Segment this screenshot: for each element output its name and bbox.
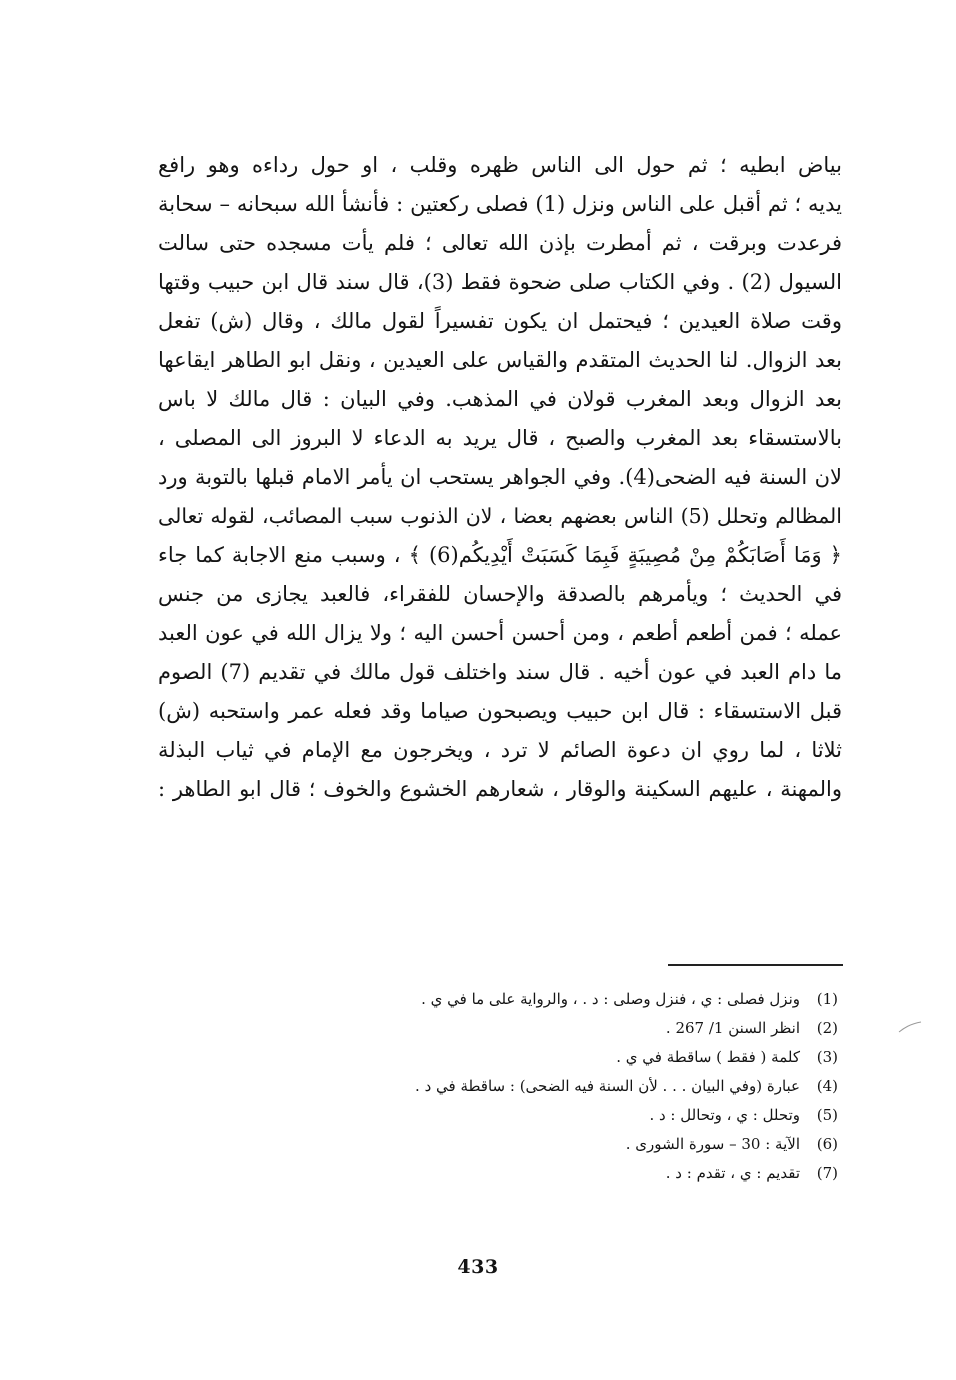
footnote-item xyxy=(278,1043,838,1072)
footnote-item xyxy=(278,985,838,1014)
page-number: 433 xyxy=(457,1256,499,1278)
footnote-number: (6) xyxy=(816,1135,838,1153)
footnote-divider xyxy=(668,964,843,966)
text-line: والمهنة ، عليهم السكينة والوقار ، شعارهم الخشوع والخوف ؛ قال ابو الطاهر : xyxy=(158,777,842,801)
text-line: المظالم وتحلل (5) الناس بعضهم بعضا ، لان الذنوب سبب المصائب، لقوله تعالى xyxy=(158,504,842,528)
footnote-number: (3) xyxy=(816,1048,838,1066)
footnote-text: الآية : 30 – سورة الشورى . xyxy=(625,1135,800,1153)
main-text xyxy=(158,146,842,809)
footnotes xyxy=(278,985,838,1188)
footnote-number: (5) xyxy=(816,1106,838,1124)
text-line: وقت صلاة العيدين ؛ فيحتمل ان يكون تفسيراً لقول مالك ، وقال (ش) تفعل xyxy=(158,309,842,333)
footnote-item xyxy=(278,1072,838,1101)
text-line: لان السنة فيه الضحى(4). وفي الجواهر يستحب ان يأمر الامام قبلها بالتوبة ورد xyxy=(158,465,842,489)
margin-pencil-mark xyxy=(898,1020,922,1034)
footnote-text: عبارة (وفي البيان . . . لأن السنة فيه الضحى) : ساقطة في د . xyxy=(415,1077,800,1095)
footnote-text: كلمة ( فقط ) ساقطة في ي . xyxy=(616,1048,800,1066)
footnote-number: (7) xyxy=(816,1164,838,1182)
text-line: السيول (2) . وفي الكتاب صلى ضحوة فقط (3)، قال سند قال ابن حبيب وقتها xyxy=(158,270,842,294)
text-line: قبل الاستسقاء : قال ابن حبيب ويصبحون صياما وقد فعله عمر واستحبه (ش) xyxy=(158,699,842,723)
footnote-text: وتحلل : ي ، وتحالل : د . xyxy=(649,1106,800,1124)
text-line: ﴿ وَمَا أَصَابَكُمْ مِنْ مُصِيبَةٍ فَبِمَا كَسَبَتْ أَيْدِيكُم(6) ﴾ ، وسبب منع الاجابة كما جاء xyxy=(158,543,842,567)
text-line: بالاستسقاء بعد المغرب والصبح ، قال يريد به الدعاء لا البروز الى المصلى ، xyxy=(158,426,842,450)
footnote-item xyxy=(278,1101,838,1130)
footnote-number: (1) xyxy=(816,990,838,1008)
footnote-text: ونزل فصلى : ي ، فنزل وصلى : د . ، والرواية على ما في ي . xyxy=(421,990,800,1008)
footnote-number: (4) xyxy=(816,1077,838,1095)
text-line: بياض ابطيه ؛ ثم حول الى الناس ظهره وقلب ، او حول رداءه وهو رافع xyxy=(158,153,842,177)
text-line: ما دام العبد في عون أخيه . قال سند واختلف قول مالك في تقديم (7) الصوم xyxy=(158,660,842,684)
text-line: في الحديث ؛ ويأمرهم بالصدقة والإحسان للفقراء، فالعبد يجازى من جنس xyxy=(158,582,842,606)
footnote-item xyxy=(278,1014,838,1043)
footnote-text: تقديم : ي ، تقدم : د . xyxy=(665,1164,800,1182)
text-line: بعد الزوال. لنا الحديث المتقدم والقياس على العيدين ، ونقل ابو الطاهر ايقاعها xyxy=(158,348,842,372)
footnote-item xyxy=(278,1130,838,1159)
text-line: فرعدت وبرقت ، ثم أمطرت بإذن الله تعالى ؛ فلم يأت مسجده حتى سالت xyxy=(158,231,842,255)
text-line: بعد الزوال وبعد المغرب قولان في المذهب. وفي البيان : قال مالك لا باس xyxy=(158,387,842,411)
text-line: عمله ؛ فمن أطعم أطعم ، ومن أحسن أحسن اليه ؛ ولا يزال الله في عون العبد xyxy=(158,621,842,645)
footnote-item xyxy=(278,1159,838,1188)
footnote-number: (2) xyxy=(816,1019,838,1037)
footnote-text: انظر السنن 1/ 267 . xyxy=(665,1019,800,1037)
text-line: يديه ؛ ثم أقبل على الناس ونزل (1) فصلى ركعتين : فأنشأ الله سبحانه – سحابة xyxy=(158,192,842,216)
text-line: ثلاثا ، لما روي ان دعوة الصائم لا ترد ، ويخرجون مع الإمام في ثياب البذلة xyxy=(158,738,842,762)
